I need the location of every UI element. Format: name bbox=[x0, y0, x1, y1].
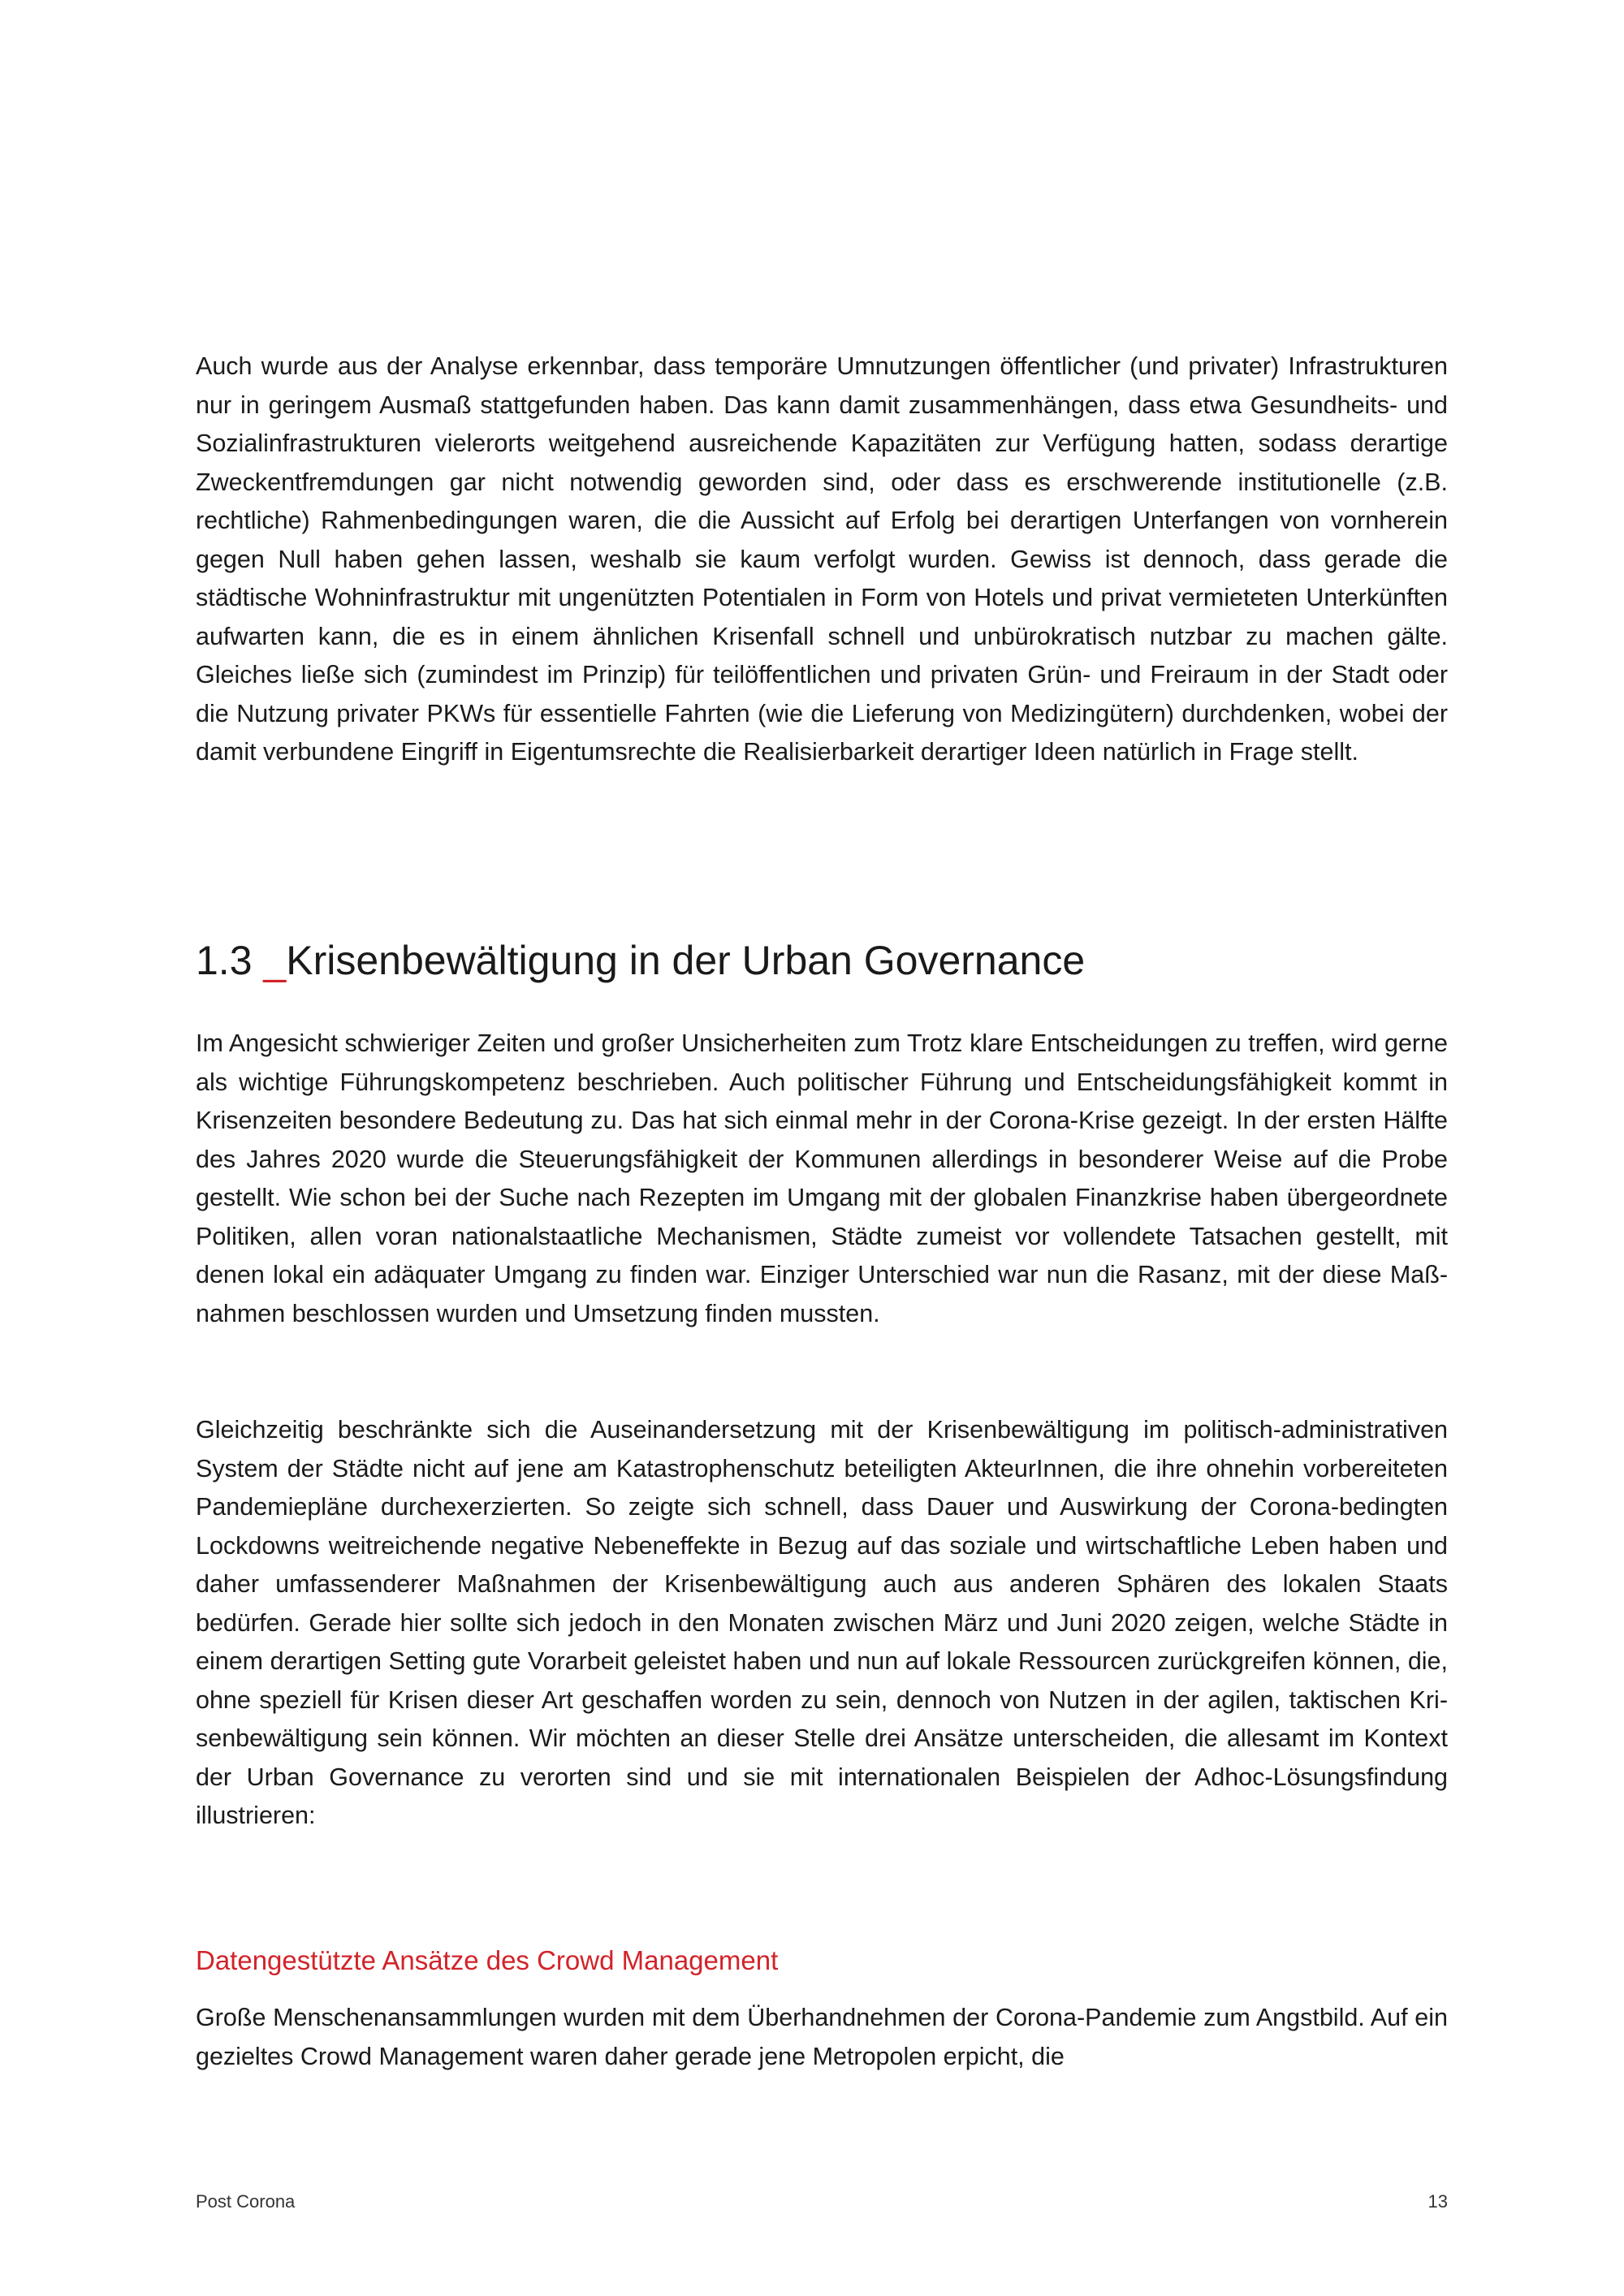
body-block-4 bbox=[196, 1999, 1448, 2076]
paragraph-2: Im Angesicht schwieriger Zeiten und großer Unsicherheiten zum Trotz klare Entscheidungen zu treffen, wird gerne als wichtige Führungskompetenz beschrieben. Auch politischer Führung und Entscheidungsfähigkeit kommt in Krisenzeiten besondere Bedeutung zu. Das hat sich einmal mehr in der Corona-Krise gezeigt. In der ersten Hälfte des Jahres 2020 wurde die Steuerungsfähigkeit der Kommunen allerdings in besonderer Weise auf die Probe gestellt. Wie schon bei der Suche nach Rezepten im Umgang mit der globalen Finanzkrise haben übergeordnete Politiken, allen voran nationalstaatliche Mechanismen, Städte zumeist vor vollendete Tatsachen gestellt, mit denen lokal ein adäquater Umgang zu finden war. Einziger Unterschied war nun die Rasanz, mit der diese Maßnahmen beschlossen wurden und Umsetzung finden mussten. bbox=[196, 1029, 1448, 1327]
footer-title: Post Corona bbox=[196, 2191, 296, 2212]
section-heading bbox=[196, 932, 1085, 989]
section-number: 1.3 bbox=[196, 938, 253, 983]
body-block-1 bbox=[196, 347, 1448, 772]
page-number: 13 bbox=[1427, 2191, 1448, 2212]
paragraph-3: Gleichzeitig beschränkte sich die Auseinandersetzung mit der Krisenbewältigung im politisch-administrativen System der Städte nicht auf jene am Katastrophenschutz beteiligten AkteurInnen, die ihre ohnehin vorbereiteten Pandemiepläne durchexerzierten. So zeigte sich schnell, dass Dauer und Auswirkung der Corona-bedingten Lockdowns weitreichende negative Nebeneffekte in Bezug auf das soziale und wirtschaftliche Leben haben und daher umfassenderer Maßnahmen der Krisenbewältigung auch aus anderen Sphären des lokalen Staats bedürfen. Gerade hier sollte sich jedoch in den Monaten zwischen März und Juni 2020 zeigen, welche Städte in einem derartigen Setting gute Vorarbeit geleistet haben und nun auf lokale Ressourcen zurückgreifen können, die, ohne speziell für Krisen dieser Art geschaffen worden zu sein, dennoch von Nutzen in der agilen, taktischen Krisenbewältigung sein können. Wir möchten an dieser Stelle drei Ansätze unterscheiden, die allesamt im Kontext der Urban Governance zu verorten sind und sie mit internationalen Beispielen der Adhoc-Lösungsfindung illustrieren: bbox=[196, 1416, 1448, 1829]
section-underscore: _ bbox=[263, 938, 287, 983]
paragraph-1: Auch wurde aus der Analyse erkennbar, dass temporäre Umnutzungen öffentlicher (und privater) Infrastrukturen nur in geringem Ausmaß stattgefunden haben. Das kann damit zusammenhängen, dass etwa Gesundheits- und Sozialinfrastrukturen vielerorts weitgehend ausreichende Kapazitäten zur Verfügung hatten, sodass derartige Zweckentfremdungen gar nicht notwendig geworden sind, oder dass es erschwerende institutionelle (z.B. rechtliche) Rahmenbedingungen waren, die die Aussicht auf Erfolg bei derartigen Unterfangen von vornherein gegen Null haben gehen lassen, weshalb sie kaum verfolgt wurden. Gewiss ist dennoch, dass gerade die städtische Wohninfrastruktur mit ungenützten Potentialen in Form von Hotels und privat vermieteten Unterkünften aufwarten kann, die es in einem ähnlichen Krisenfall schnell und unbürokratisch nutzbar zu machen gälte. Gleiches ließe sich (zumindest im Prinzip) für teilöffentlichen und privaten Grün- und Freiraum in der Stadt oder die Nutzung privater PKWs für essentielle Fahrten (wie die Lieferung von Medizingütern) durchdenken, wobei der damit verbundene Eingriff in Eigentumsrechte die Realisierbarkeit derartiger Ideen natürlich in Frage stellt. bbox=[196, 352, 1448, 766]
body-block-2 bbox=[196, 1025, 1448, 1333]
subheading-crowd-management: Datengestützte Ansätze des Crowd Management bbox=[196, 1945, 779, 1975]
body-block-3 bbox=[196, 1411, 1448, 1836]
section-title: Krisenbewältigung in der Urban Governance bbox=[286, 938, 1086, 983]
paragraph-4: Große Menschenansammlungen wurden mit dem Überhandnehmen der Corona-Pandemie zum Angstbild. Auf ein gezieltes Crowd Management waren daher gerade jene Metropolen erpicht, die bbox=[196, 2004, 1448, 2070]
